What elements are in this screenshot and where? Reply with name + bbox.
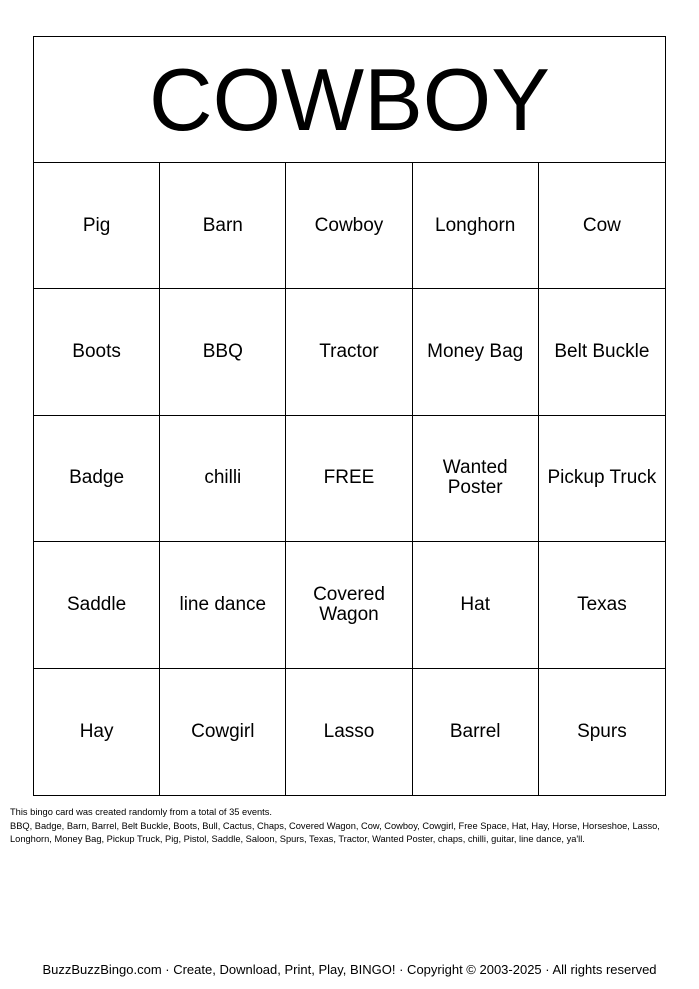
notes-intro: This bingo card was created randomly from a total of 35 events. <box>10 807 272 817</box>
bingo-cell: Cowboy <box>286 163 412 289</box>
bingo-cell: Badge <box>34 416 160 542</box>
bingo-grid <box>34 163 665 795</box>
card-notes <box>10 806 692 847</box>
free-space-cell: FREE <box>286 416 412 542</box>
bingo-cell: line dance <box>160 542 286 668</box>
bingo-cell: Spurs <box>577 720 627 742</box>
bingo-cell: Texas <box>539 542 665 668</box>
bingo-cell: Cowgirl <box>160 669 286 795</box>
bingo-cell: Wanted Poster <box>413 416 539 542</box>
bingo-cell: Pickup Truck <box>539 416 665 542</box>
bingo-cell: Saddle <box>34 542 160 668</box>
bingo-cell: Barrel <box>413 669 539 795</box>
bingo-cell: Money Bag <box>413 289 539 415</box>
bingo-cell: chilli <box>160 416 286 542</box>
bingo-cell: BBQ <box>160 289 286 415</box>
bingo-cell: Tractor <box>286 289 412 415</box>
notes-events-list: BBQ, Badge, Barn, Barrel, Belt Buckle, Boots, Bull, Cactus, Chaps, Covered Wagon, Cow, Cowboy, Cowgirl, Free Space, Hat, Hay, Horse, Horseshoe, Lasso, Longhorn, Money Bag, Pickup Truck, Pig, Pistol, Saddle, Saloon, Spurs, Texas, Tractor, Wanted Poster, chaps, chilli, guitar, line dance, ya'll. <box>10 820 660 844</box>
bingo-cell: Barn <box>160 163 286 289</box>
bingo-cell: Hay <box>34 669 160 795</box>
bingo-cell: Pig <box>34 163 160 289</box>
bingo-cell: Hat <box>413 542 539 668</box>
page-footer: BuzzBuzzBingo.com · Create, Download, Print, Play, BINGO! · Copyright © 2003-2025 · All rights reserved <box>42 962 657 977</box>
bingo-cell: Cow <box>539 163 665 289</box>
card-title: COWBOY <box>34 37 665 163</box>
bingo-cell: Belt Buckle <box>539 289 665 415</box>
bingo-cell: Boots <box>34 289 160 415</box>
bingo-cell: Covered Wagon <box>286 542 412 668</box>
bingo-cell: Longhorn <box>413 163 539 289</box>
bingo-card <box>33 36 666 796</box>
bingo-cell: Lasso <box>286 669 412 795</box>
